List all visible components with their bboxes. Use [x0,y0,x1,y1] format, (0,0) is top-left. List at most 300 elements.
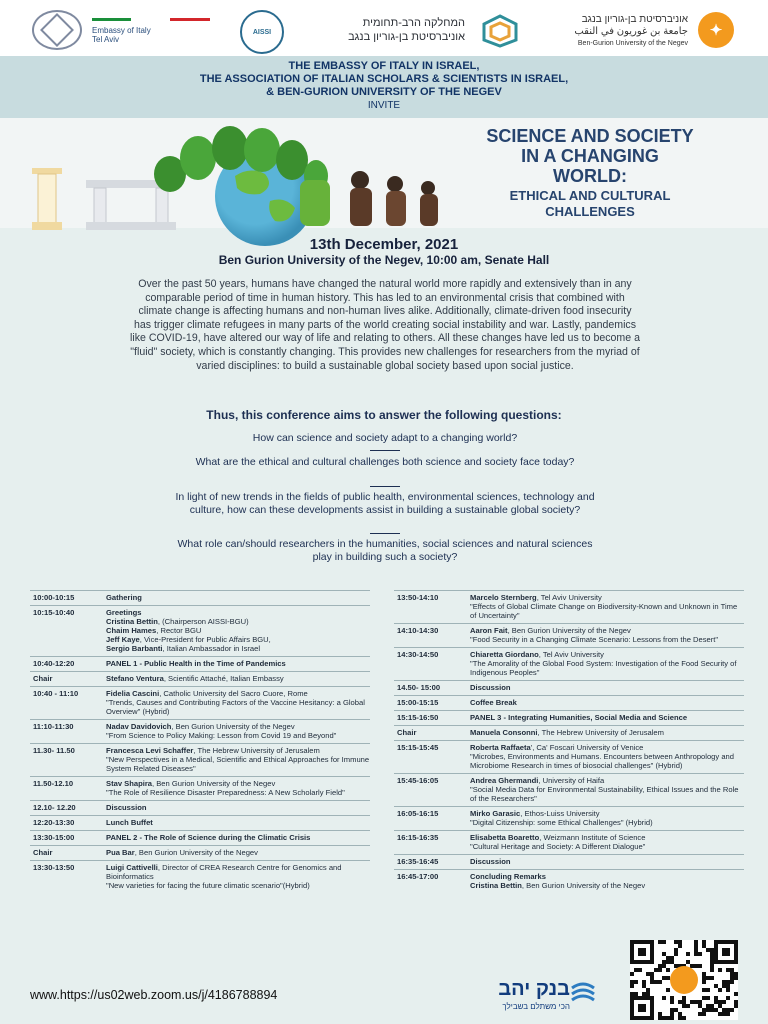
qr-module [662,952,666,956]
program-line [470,833,744,842]
program-line [106,731,370,740]
program-time: 14:10-14:30 [397,626,439,635]
qr-module [722,984,726,988]
speaker-detail: "The Amorality of the Global Food System: Investigation of the Food Security of Indigenous Peoples" [470,659,737,677]
qr-module [686,1004,690,1008]
qr-module [674,940,678,944]
qr-module [682,1016,686,1020]
qr-module [662,960,666,964]
speaker-detail: , Scientific Attaché, Italian Embassy [163,674,284,683]
program-line [106,788,370,797]
program-right-column [394,590,744,893]
program-line [106,698,370,716]
program-row [30,743,370,776]
qr-module [718,1012,722,1016]
qr-module [702,1012,706,1016]
speaker-name: Cristina Bettin [470,881,522,890]
program-row [30,776,370,800]
program-row [394,680,744,695]
qr-module [690,964,694,968]
program-time: 16:05-16:15 [397,809,439,818]
qr-module [674,948,678,952]
qr-module [666,956,670,960]
qr-module [638,948,646,956]
speaker-name: Chiaretta Giordano [470,650,539,659]
speaker-detail: , The Hebrew University of Jerusalem [537,728,664,737]
program-row [30,845,370,860]
qr-module [710,976,714,980]
qr-module [694,1000,698,1004]
question-4: What role can/should researchers in the humanities, social sciences and natural sciences play in building such a society? [177,538,593,563]
event-date: 13th December, 2021 [309,236,459,253]
program-title: Discussion [470,683,511,692]
speaker-detail: "New Perspectives in a Medical, Scientific and Ethical Approaches for Immune System Related Diseases" [106,755,370,773]
speaker-name: Cristina Bettin [106,617,158,626]
qr-module [674,1008,678,1012]
program-title: Greetings [106,608,142,617]
qr-module [670,1008,674,1012]
program-line [470,635,744,644]
program-time: 15:15-16:50 [397,713,439,722]
program-time: 14.50- 15:00 [397,683,441,692]
program-time: 15:00-15:15 [397,698,439,707]
qr-module [706,976,710,980]
program-time: 12.10- 12.20 [33,803,76,812]
program-line [470,602,744,620]
program-description [470,743,744,770]
program-title: PANEL 3 - Integrating Humanities, Social Media and Science [470,713,688,722]
qr-module [710,952,714,956]
qr-module [678,944,682,948]
qr-module [698,1000,702,1004]
qr-module [714,996,718,1000]
qr-module [650,980,654,984]
speaker-name: Marcelo Sternberg [470,593,537,602]
program-line [106,848,370,857]
qr-module [710,948,714,952]
program-title: PANEL 2 - The Role of Science during the Climatic Crisis [106,833,311,842]
speaker-detail: , Italian Ambassador in Israel [162,644,261,653]
program-row [394,623,744,647]
qr-module [662,1016,666,1020]
qr-module [638,1004,646,1012]
organizer-line-3: & BEN-GURION UNIVERSITY OF THE NEGEV [266,86,502,98]
program-line [470,743,744,752]
qr-module [642,984,646,988]
program-description [470,698,744,707]
qr-module [650,976,654,980]
program-description [106,863,370,890]
program-row [394,740,744,773]
speaker-detail: "From Science to Policy Making: Lesson from Covid 19 and Beyond" [106,731,337,740]
program-row [30,830,370,845]
speaker-name: Andrea Ghermandi [470,776,539,785]
program-line [470,593,744,602]
qr-module [726,980,730,984]
organizer-line-2: THE ASSOCIATION OF ITALIAN SCHOLARS & SCIENTISTS IN ISRAEL, [199,73,569,85]
hebrew-department-label: המחלקה הרב-תחומית אוניברסיטת בן-גוריון בנגב [348,17,465,43]
speaker-name: Francesca Levi Schaffer [106,746,194,755]
qr-module [674,964,678,968]
qr-module [726,968,730,972]
question-divider [370,450,400,451]
qr-module [682,1004,686,1008]
qr-module [654,980,658,984]
qr-module [722,1000,726,1004]
program-row [394,869,744,893]
program-description [470,833,744,851]
bgu-english: Ben-Gurion University of the Negev [577,40,688,47]
title-subtitle: ETHICAL AND CULTURAL CHALLENGES [509,188,671,219]
program-title: Discussion [106,803,147,812]
program-line [470,818,744,827]
program-line [470,728,744,737]
qr-module [662,996,666,1000]
speaker-detail: "The Role of Resilience Disaster Preparedness: A New Scholarly Field" [106,788,345,797]
program-line [106,881,370,890]
zoom-link[interactable]: www.https://us02web.zoom.us/j/4186788894 [30,988,278,1002]
qr-module [702,944,706,948]
qr-module [710,968,714,972]
program-title: Lunch Buffet [106,818,153,827]
speaker-name: Nadav Davidovich [106,722,172,731]
italy-flag-stripe [92,18,210,21]
speaker-detail: "Microbes, Environments and Humans. Encounters between Anthropology and Microbiome Research in times of biosocial challenges" (Hybrid) [470,752,734,770]
qr-module [718,1004,722,1008]
qr-module [694,944,698,948]
speaker-name: Chaim Hames [106,626,157,635]
program-title: PANEL 1 - Public Health in the Time of Pandemics [106,659,286,668]
program-time: 12:20-13:30 [33,818,75,827]
qr-module [646,988,650,992]
question-3: In light of new trends in the fields of public health, environmental sciences, technology and culture, how can these developments assist in building a sustainable global society? [175,491,595,516]
speaker-detail: "Cultural Heritage and Society: A Different Dialogue" [470,842,646,851]
qr-module [706,948,710,952]
bgu-name [540,14,688,50]
speaker-name: Sergio Barbanti [106,644,163,653]
program-time: 16:15-16:35 [397,833,439,842]
qr-module [682,1000,686,1004]
qr-module [634,968,638,972]
bank-mark-icon [570,980,596,1004]
qr-module [702,976,706,980]
speaker-detail: , Tel Aviv University [538,650,604,659]
speaker-detail: , (Chairperson AISSI-BGU) [157,617,249,626]
question-2: What are the ethical and cultural challenges both science and society face today? [195,456,575,468]
refugees-illustration-icon [300,158,460,228]
embassy-label: Embassy of Italy Tel Aviv [92,26,151,44]
program-description [470,809,744,827]
program-line [470,650,744,659]
program-row [30,671,370,686]
qr-module [718,988,722,992]
qr-module [678,1000,682,1004]
program-row [394,695,744,710]
qr-module [734,1004,738,1008]
qr-module [706,996,710,1000]
program-description [106,803,370,812]
program-description [470,872,744,890]
program-time: 13:30-13:50 [33,863,75,872]
bgu-hebrew: אוניברסיטת בן-גוריון בנגב [581,14,688,25]
speaker-detail: , Ben Gurion University of the Negev [134,848,258,857]
speaker-detail: "Effects of Global Climate Change on Biodiversity-Known and Unknown in Time of Uncertainty" [470,602,738,620]
program-row [30,656,370,671]
program-description [106,659,370,668]
qr-module [666,968,670,972]
qr-module [690,1000,694,1004]
event-venue: Ben Gurion University of the Negev, 10:00 am, Senate Hall [218,253,550,267]
program-row [30,815,370,830]
program-time: 15:15-15:45 [397,743,439,752]
qr-module [630,992,634,996]
program-row [394,773,744,806]
program-line [470,776,744,785]
qr-module [662,940,666,944]
qr-module [706,1008,710,1012]
program-row [30,686,370,719]
qr-module [726,1008,730,1012]
program-line [470,785,744,803]
qr-module [662,976,666,980]
qr-module [726,988,730,992]
speaker-detail: "Social Media Data for Environmental Sustainability, Ethical Issues and the Role of the Researchers" [470,785,739,803]
qr-module [730,980,734,984]
qr-module [634,992,638,996]
qr-module [694,948,698,952]
qr-module [662,964,666,968]
program-time: Chair [33,674,53,683]
qr-module [694,964,698,968]
program-line [106,617,370,626]
qr-module [654,968,658,972]
program-line [470,881,744,890]
organizer-line-1: THE EMBASSY OF ITALY IN ISRAEL, [288,60,480,72]
program-line [106,746,370,755]
qr-module [698,952,702,956]
speaker-detail: "Food Security in a Changing Climate Scenario: Lessons from the Desert" [470,635,719,644]
qr-module [706,1004,710,1008]
qr-module [630,980,634,984]
bank-yahav-logo-icon [440,978,600,1014]
qr-module [722,1012,726,1016]
program-left-column [30,590,370,893]
qr-module [678,940,682,944]
program-title: Discussion [470,857,511,866]
question-1: How can science and society adapt to a changing world? [252,432,518,444]
qr-module [698,1004,702,1008]
program-line [470,752,744,770]
qr-module [730,972,734,976]
program-time: 13:50-14:10 [397,593,439,602]
qr-module [686,960,690,964]
qr-module [658,964,662,968]
program-time: 16:35-16:45 [397,857,439,866]
bank-tagline: הכי משתלם בשבילך [502,1002,570,1011]
qr-module [714,1008,718,1012]
speaker-detail: , Tel Aviv University [536,593,602,602]
program-line [470,626,744,635]
qr-module [694,940,698,944]
aissi-logo-icon [240,10,284,54]
speaker-detail: ', Ca' Foscari University of Venice [530,743,644,752]
qr-module [710,960,714,964]
qr-module [726,1012,730,1016]
program-row [30,800,370,815]
qr-module [730,968,734,972]
qr-module [670,1012,674,1016]
program-title: Gathering [106,593,142,602]
qr-module [630,984,634,988]
conference-title [440,126,740,220]
program-line [106,722,370,731]
hero-banner [0,118,768,228]
speaker-name: Manuela Consonni [470,728,538,737]
program-description [106,674,370,683]
italy-emblem-icon [32,10,82,50]
program-line [470,809,744,818]
invite-label: INVITE [367,100,401,111]
program-description [106,608,370,653]
qr-module [718,968,722,972]
intro-paragraph: Over the past 50 years, humans have changed the natural world more rapidly and extensively than in any comparable period of time in human history. This has led to an environmental crisis that combined with climate change is affecting humans and non-human lives alike. Additionally, climate-driven food insecurity has trigger climate refugees in many parts of the world creating social instability and war. Lastly, pandemics like COVID-19, have altered our way of life and relating to others. All these changes have led us to become a "fluid" society, which is constantly changing. This provides new challenges for researchers from the myriad of varied disciplines: to build a sustainable global society based upon social justice. [130,278,640,372]
program-row [394,830,744,854]
program-description [106,818,370,827]
program-time: 11.50-12.10 [33,779,74,788]
title-main: SCIENCE AND SOCIETY IN A CHANGING WORLD: [486,126,694,186]
qr-module [642,992,646,996]
qr-module [650,972,654,976]
qr-code-icon[interactable] [630,940,738,1020]
qr-module [702,980,706,984]
qr-module [670,1000,674,1004]
qr-module [682,996,686,1000]
qr-module [670,956,674,960]
program-description [470,713,744,722]
speaker-detail: , University of Haifa [538,776,605,785]
program-time: 10:40 - 11:10 [33,689,79,698]
question-divider [370,486,400,487]
hexagon-logo-icon [480,14,520,48]
program-time: 11:10-11:30 [33,722,74,731]
speaker-detail: , Ben Gurion University of the Negev [521,881,646,890]
program-row [394,806,744,830]
speaker-name: Luigi Cattivelli [106,863,158,872]
qr-module [646,972,650,976]
qr-module [702,988,706,992]
program-row [394,725,744,740]
program-row [394,590,744,623]
program-line [106,863,370,881]
qr-module [710,964,714,968]
qr-module [726,984,730,988]
program-title: Concluding Remarks [470,872,546,881]
qr-module [686,952,690,956]
qr-module [674,952,678,956]
program-time: 14:30-14:50 [397,650,439,659]
program-time: 13:30-15:00 [33,833,75,842]
speaker-detail: , Ben Gurion University of the Negev [507,626,631,635]
program-line [470,842,744,851]
bgu-logo-icon: ✦ [698,12,734,48]
program-time: 10:15-10:40 [33,608,75,617]
program-time: 15:45-16:05 [397,776,439,785]
qr-module [730,976,734,980]
program-line [106,779,370,788]
program-line [106,626,370,635]
qr-module [722,1008,726,1012]
qr-module [678,1012,682,1016]
qr-module [646,992,650,996]
qr-module [694,952,698,956]
speaker-detail: , Weizmann Institute of Science [539,833,646,842]
speaker-detail: , Ben Gurion University of the Negev [171,722,295,731]
program-description [106,848,370,857]
qr-module [658,968,662,972]
qr-module [658,1016,662,1020]
qr-module [634,980,638,984]
qr-module [658,1012,662,1016]
program-row [394,710,744,725]
speaker-name: Mirko Garasic [470,809,521,818]
program-row [30,860,370,893]
qr-module [670,996,674,1000]
qr-module [670,960,674,964]
qr-module [666,1016,670,1020]
program-description [470,776,744,803]
qr-module [710,1004,714,1008]
speaker-detail: , The Hebrew University of Jerusalem [193,746,320,755]
program-line [106,644,370,653]
qr-module [730,1008,734,1012]
qr-module [734,992,738,996]
program-line [470,659,744,677]
qr-module [658,940,662,944]
qr-module [666,976,670,980]
program-time: 11.30- 11.50 [33,746,75,755]
qr-module [702,940,706,944]
program-description [106,833,370,842]
qr-center-logo [670,966,698,994]
speaker-detail: , Catholic University del Sacro Cuore, Rome [159,689,308,698]
qr-module [706,988,710,992]
program-row [394,647,744,680]
qr-module [702,972,706,976]
qr-module [666,960,670,964]
speaker-name: Jeff Kaye [106,635,140,644]
program-line [106,689,370,698]
qr-module [658,980,662,984]
program-time: 16:45-17:00 [397,872,439,881]
qr-module [698,964,702,968]
bank-name: בנק יהב [498,978,570,1000]
qr-module [630,972,634,976]
program-description [106,722,370,740]
qr-module [734,972,738,976]
speaker-detail: "New varieties for facing the future climatic scenario"(Hybrid) [106,881,310,890]
program-description [106,779,370,797]
program-line [106,755,370,773]
program-description [470,650,744,677]
program-description [470,626,744,644]
speaker-name: Roberta Raffaeta [470,743,531,752]
program-line [106,674,370,683]
qr-module [714,984,718,988]
speaker-detail: , Ethos-Luiss University [520,809,600,818]
program-line [106,635,370,644]
program-description [106,746,370,773]
speaker-detail: , Vice-President for Public Affairs BGU, [139,635,271,644]
